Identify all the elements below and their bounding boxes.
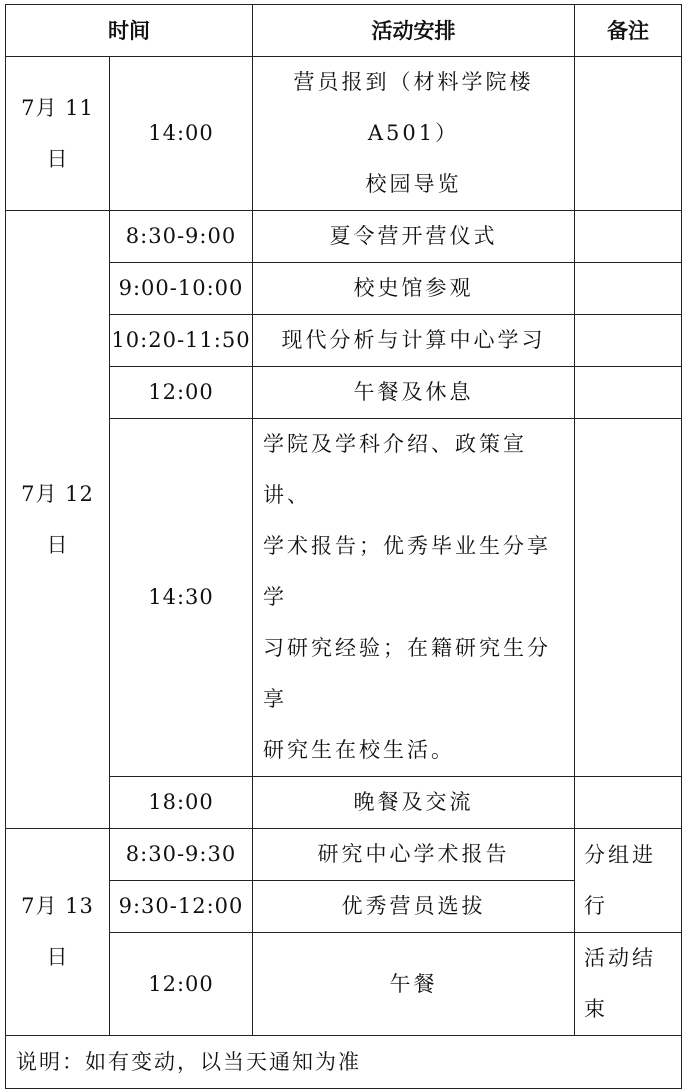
footer-note: 说明：如有变动，以当天通知为准 xyxy=(6,1036,682,1089)
date-cell-day1: 7月 11 日 xyxy=(6,57,110,211)
note-cell xyxy=(575,263,682,315)
table-row xyxy=(6,829,682,881)
time-cell: 12:00 xyxy=(110,933,253,1036)
note-cell xyxy=(575,315,682,367)
header-note: 备注 xyxy=(575,5,682,57)
time-cell: 12:00 xyxy=(110,367,253,419)
schedule-table xyxy=(5,4,682,1089)
activity-cell: 午餐及休息 xyxy=(253,367,575,419)
time-cell: 14:30 xyxy=(110,419,253,777)
time-cell: 10:20-11:50 xyxy=(110,315,253,367)
time-cell: 8:30-9:30 xyxy=(110,829,253,881)
time-cell: 18:00 xyxy=(110,777,253,829)
activity-cell: 现代分析与计算中心学习 xyxy=(253,315,575,367)
header-activity: 活动安排 xyxy=(253,5,575,57)
date-cell-day3: 7月 13 日 xyxy=(6,829,110,1036)
header-row xyxy=(6,5,682,57)
table-row xyxy=(6,57,682,211)
note-cell: 分组进 行 xyxy=(575,829,682,933)
note-cell xyxy=(575,211,682,263)
time-cell: 9:00-10:00 xyxy=(110,263,253,315)
activity-cell: 营员报到（材料学院楼 A501） 校园导览 xyxy=(253,57,575,211)
activity-cell: 研究中心学术报告 xyxy=(253,829,575,881)
note-cell xyxy=(575,367,682,419)
activity-cell: 学院及学科介绍、政策宣讲、 学术报告；优秀毕业生分享学 习研究经验；在籍研究生分享 研究生在校生活。 xyxy=(253,419,575,777)
note-cell xyxy=(575,57,682,211)
time-cell: 8:30-9:00 xyxy=(110,211,253,263)
activity-cell: 午餐 xyxy=(253,933,575,1036)
activity-cell: 晚餐及交流 xyxy=(253,777,575,829)
note-cell xyxy=(575,419,682,777)
note-cell xyxy=(575,777,682,829)
note-cell: 活动结 束 xyxy=(575,933,682,1036)
activity-cell: 优秀营员选拔 xyxy=(253,881,575,933)
date-cell-day2: 7月 12 日 xyxy=(6,211,110,829)
table-row xyxy=(6,211,682,263)
header-time: 时间 xyxy=(6,5,253,57)
time-cell: 14:00 xyxy=(110,57,253,211)
activity-cell: 夏令营开营仪式 xyxy=(253,211,575,263)
footer-row xyxy=(6,1036,682,1089)
activity-cell: 校史馆参观 xyxy=(253,263,575,315)
time-cell: 9:30-12:00 xyxy=(110,881,253,933)
